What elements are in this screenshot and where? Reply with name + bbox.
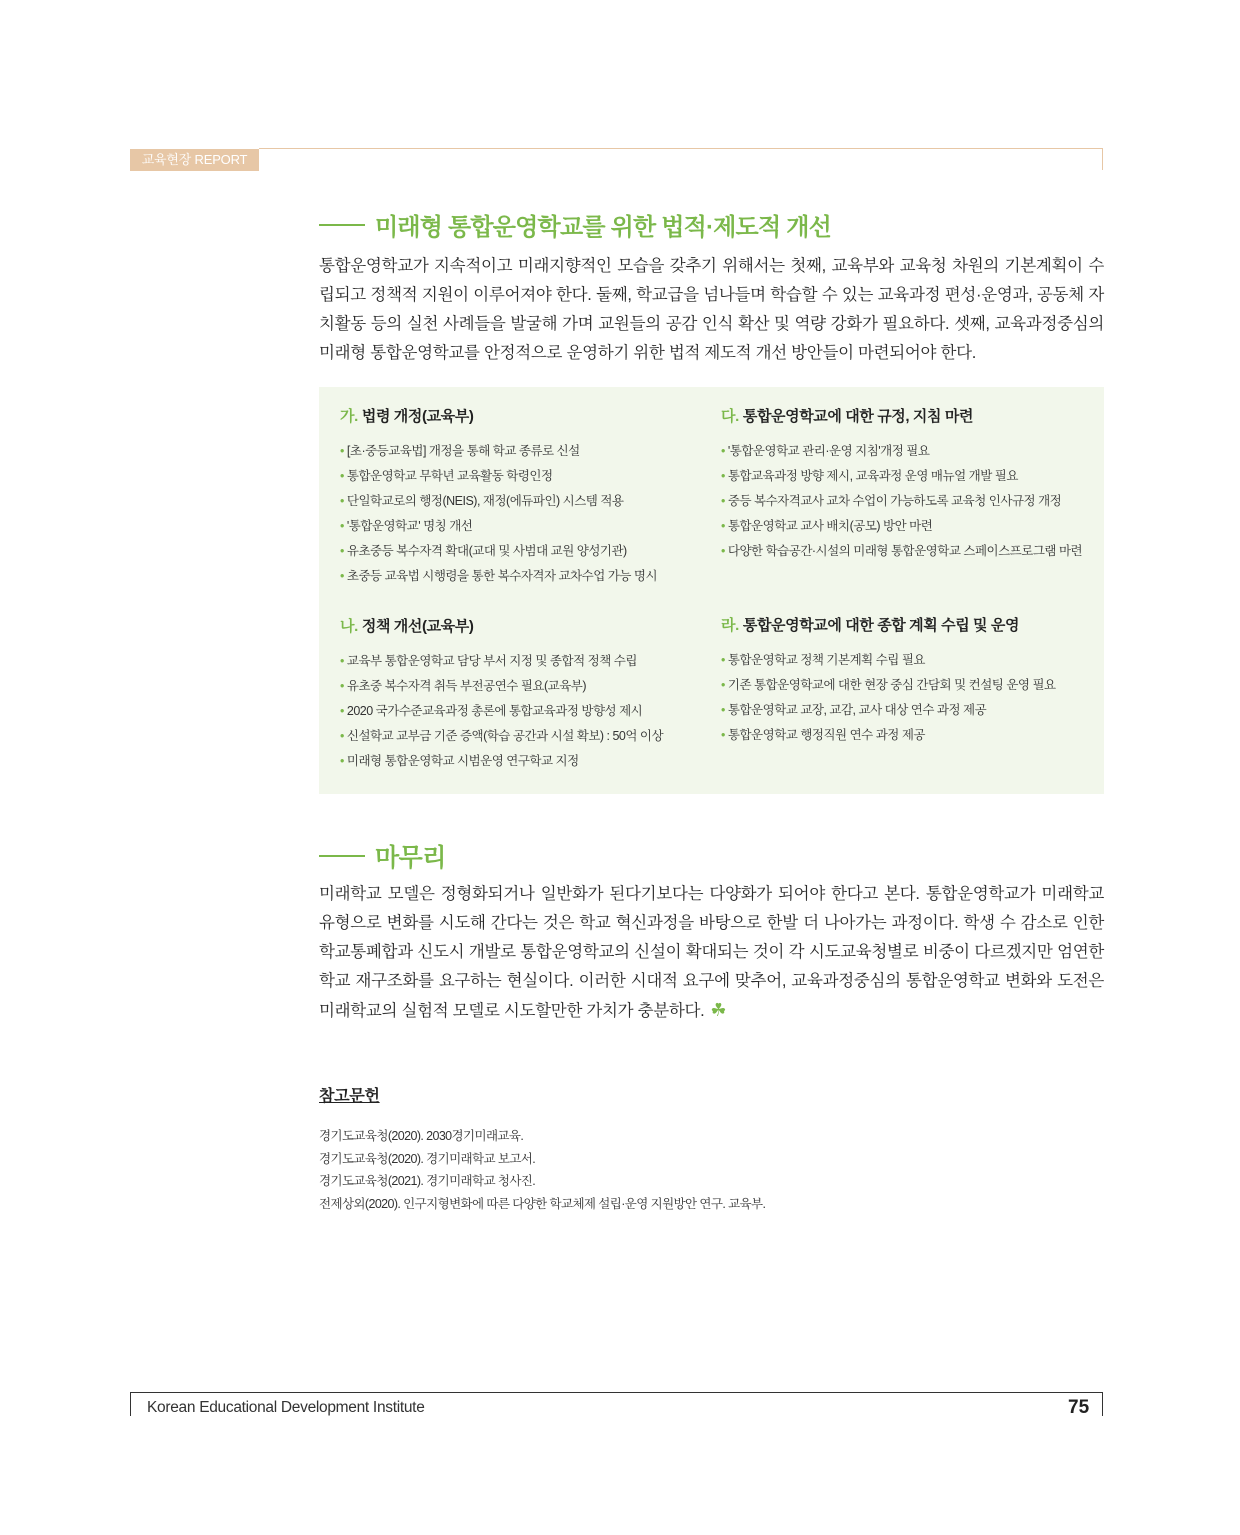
list-item: • 교육부 통합운영학교 담당 부서 지정 및 종합적 정책 수립 — [340, 654, 637, 668]
bullet-dot-icon: • — [340, 679, 344, 693]
subsection-title: 법령 개정(교육부) — [361, 408, 474, 425]
bullet-dot-icon: • — [721, 678, 725, 692]
bullet-list — [340, 439, 720, 589]
list-item: • '통합운영학교' 명칭 개선 — [340, 519, 473, 533]
subsection-mark: 가. — [340, 408, 358, 425]
list-item: • 통합운영학교 정책 기본계획 수립 필요 — [721, 653, 925, 667]
section-title-legal-reform — [319, 207, 831, 242]
reform-summary-box — [319, 387, 1104, 794]
section-title-conclusion — [319, 838, 446, 874]
subsection-policy-improvement — [340, 617, 720, 774]
reference-item: 경기도교육청(2020). 2030경기미래교육. — [319, 1129, 524, 1143]
header-rule-tick — [1102, 148, 1103, 170]
intro-paragraph: 통합운영학교가 지속적이고 미래지향적인 모습을 갖추기 위해서는 첫째, 교육부와 교육청 차원의 기본계획이 수립되고 정책적 지원이 이루어져야 한다. 둘째, 학교급을 넘나들며 학습할 수 있는 교육과정 편성·운영과, 공동체 자치활동 등의 실천 사례들을 발굴해 가며 교원들의 공감 인식 확산 및 역량 강화가 필요하다. 셋째, 교육과정중심의 미래형 통합운영학교를 안정적으로 운영하기 위한 법적 제도적 개선 방안들이 마련되어야 한다. — [319, 257, 1104, 362]
reference-item: 경기도교육청(2020). 경기미래학교 보고서. — [319, 1151, 536, 1166]
subsection-regulations — [721, 407, 1101, 564]
bullet-list — [340, 649, 720, 774]
list-item: • 유초중 복수자격 취득 부전공연수 필요(교육부) — [340, 679, 587, 693]
bullet-dot-icon: • — [721, 703, 725, 717]
references-title: 참고문헌 — [319, 1088, 380, 1105]
list-item: • 미래형 통합운영학교 시범운영 연구학교 지정 — [340, 754, 579, 768]
bullet-dot-icon: • — [721, 728, 725, 742]
subsection-comprehensive-plan — [721, 616, 1101, 748]
bullet-dot-icon: • — [340, 729, 344, 743]
list-item: • 다양한 학습공간·시설의 미래형 통합운영학교 스페이스프로그램 마련 — [721, 544, 1083, 558]
references-list — [319, 1125, 765, 1215]
subsection-heading — [340, 617, 720, 637]
page-number: 75 — [1068, 1397, 1090, 1418]
footer-organization: Korean Educational Development Institute — [147, 1399, 425, 1416]
subsection-title: 정책 개선(교육부) — [361, 618, 474, 635]
subsection-title: 통합운영학교에 대한 규정, 지침 마련 — [742, 408, 974, 425]
bullet-list — [721, 439, 1101, 564]
list-item: • 단일학교로의 행정(NEIS), 재정(에듀파인) 시스템 적용 — [340, 494, 624, 508]
list-item: • [초·중등교육법] 개정을 통해 학교 종류로 신설 — [340, 444, 580, 458]
clover-icon: ☘ — [710, 1000, 727, 1020]
section-tag: 교육현장 REPORT — [130, 149, 259, 171]
header-rule — [259, 148, 1103, 149]
list-item: • 중등 복수자격교사 교차 수업이 가능하도록 교육청 인사규정 개정 — [721, 494, 1062, 508]
bullet-dot-icon: • — [340, 569, 344, 583]
list-item: • 2020 국가수준교육과정 총론에 통합교육과정 방향성 제시 — [340, 704, 643, 718]
bullet-dot-icon: • — [340, 754, 344, 768]
bullet-dot-icon: • — [721, 469, 725, 483]
section-title-text: 미래형 통합운영학교를 위한 법적·제도적 개선 — [375, 214, 831, 241]
bullet-dot-icon: • — [340, 704, 344, 718]
section-title-text: 마무리 — [375, 844, 446, 872]
bullet-dot-icon: • — [340, 654, 344, 668]
footer-rule-tick-right — [1102, 1392, 1103, 1416]
footer-rule-tick-left — [130, 1392, 131, 1416]
bullet-dot-icon: • — [340, 544, 344, 558]
conclusion-paragraph — [319, 880, 1104, 1026]
bullet-dot-icon: • — [721, 494, 725, 508]
subsection-mark: 나. — [340, 618, 358, 635]
subsection-heading — [721, 616, 1101, 636]
list-item: • 통합운영학교 교장, 교감, 교사 대상 연수 과정 제공 — [721, 703, 987, 717]
title-dash — [319, 855, 365, 857]
subsection-mark: 라. — [721, 617, 739, 634]
reference-item: 경기도교육청(2021). 경기미래학교 청사진. — [319, 1174, 536, 1188]
bullet-dot-icon: • — [721, 653, 725, 667]
subsection-mark: 다. — [721, 408, 739, 425]
subsection-law-revision — [340, 407, 720, 589]
list-item: • 신설학교 교부금 기준 증액(학습 공간과 시설 확보) : 50억 이상 — [340, 729, 664, 743]
list-item: • 통합교육과정 방향 제시, 교육과정 운영 매뉴얼 개발 필요 — [721, 469, 1018, 483]
bullet-list — [721, 648, 1101, 748]
list-item: • 통합운영학교 행정직원 연수 과정 제공 — [721, 728, 925, 742]
list-item: • 통합운영학교 교사 배치(공모) 방안 마련 — [721, 519, 933, 533]
list-item: • 통합운영학교 무학년 교육활동 학령인정 — [340, 469, 553, 483]
subsection-heading — [340, 407, 720, 427]
list-item: • 기존 통합운영학교에 대한 현장 중심 간담회 및 컨설팅 운영 필요 — [721, 678, 1056, 692]
subsection-heading — [721, 407, 1101, 427]
bullet-dot-icon: • — [340, 519, 344, 533]
subsection-title: 통합운영학교에 대한 종합 계획 수립 및 운영 — [742, 617, 1020, 634]
list-item: • 초중등 교육법 시행령을 통한 복수자격자 교차수업 가능 명시 — [340, 569, 658, 583]
bullet-dot-icon: • — [340, 494, 344, 508]
footer-rule — [130, 1392, 1103, 1393]
title-dash — [319, 224, 365, 226]
bullet-dot-icon: • — [340, 444, 344, 458]
list-item: • '통합운영학교 관리·운영 지침'개정 필요 — [721, 444, 930, 458]
conclusion-text: 미래학교 모델은 정형화되거나 일반화가 된다기보다는 다양화가 되어야 한다고 본다. 통합운영학교가 미래학교 유형으로 변화를 시도해 간다는 것은 학교 혁신과정을 바탕으로 한발 더 나아가는 과정이다. 학생 수 감소로 인한 학교통폐합과 신도시 개발로 통합운영학교의 신설이 확대되는 것이 각 시도교육청별로 비중이 다르겠지만 엄연한 학교 재구조화를 요구하는 현실이다. 이러한 시대적 요구에 맞추어, 교육과정중심의 통합운영학교 변화와 도전은 미래학교의 실험적 모델로 시도할만한 가치가 충분하다. — [319, 885, 1104, 1020]
bullet-dot-icon: • — [721, 444, 725, 458]
reference-item: 전제상외(2020). 인구지형변화에 따른 다양한 학교체제 설립·운영 지원방안 연구. 교육부. — [319, 1196, 766, 1211]
list-item: • 유초중등 복수자격 확대(교대 및 사범대 교원 양성기관) — [340, 544, 627, 558]
bullet-dot-icon: • — [340, 469, 344, 483]
bullet-dot-icon: • — [721, 544, 725, 558]
bullet-dot-icon: • — [721, 519, 725, 533]
